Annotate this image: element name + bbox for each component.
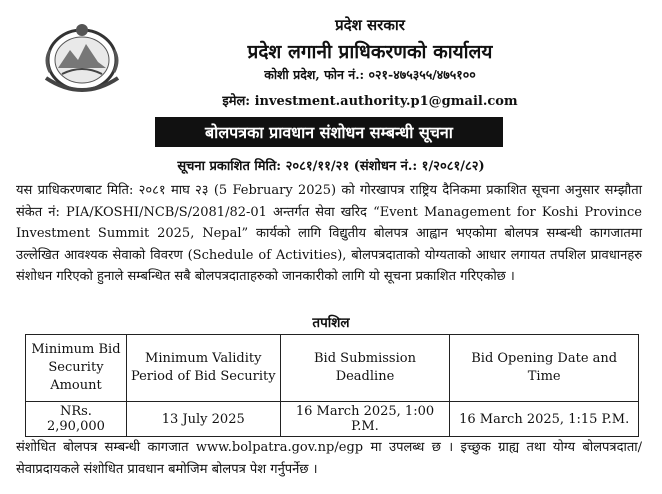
notice-body: [16, 180, 642, 288]
header-government: प्रदेश सरकार: [335, 16, 405, 34]
footer-paragraph: संशोधित बोलपत्र सम्बन्धी कागजात www.bolpatra.gov.np/egp मा उपलब्ध छ । इच्छुक ग्राह्य तथा योग्य बोलपत्रदाता/सेवाप्रदायकले संशोधित प्रावधान बमोजिम बोलपत्र पेश गर्नुपर्नेछ ।: [16, 440, 642, 477]
nepal-government-emblem-icon: [40, 20, 124, 96]
schedule-table: [25, 334, 639, 437]
publish-date: सूचना प्रकाशित मिति: २०८१/११/२१ (संशोधन नं.: १/२०८१/८२): [177, 159, 485, 174]
header-validity-period: Minimum Validity Period of Bid Security: [126, 335, 280, 402]
header-office-name: प्रदेश लगानी प्राधिकरणको कार्यालय: [247, 41, 493, 63]
header-bid-security-amount: Minimum Bid Security Amount: [26, 335, 127, 402]
cell-opening-date: 16 March 2025, 1:15 P.M.: [450, 402, 639, 437]
header-contact-phone: कोशी प्रदेश, फोन नं.: ०२१-४७५३५५/४७५१००: [264, 67, 476, 82]
table-caption: तपशिल: [312, 315, 350, 331]
header-opening-date: Bid Opening Date and Time: [450, 335, 639, 402]
notice-footer: [16, 437, 642, 480]
header-submission-deadline: Bid Submission Deadline: [280, 335, 450, 402]
cell-bid-security-amount: NRs. 2,90,000: [26, 402, 127, 437]
body-paragraph: यस प्राधिकरणबाट मिति: २०८१ माघ २३ (5 February 2025) को गोरखापत्र राष्ट्रिय दैनिकमा प्रकाशित सूचना अनुसार सम्झौता संकेत नं: PIA/KOSHI/NCB/S/2081/82-01 अन्तर्गत सेवा खरिद “Event Management for Koshi Province Investment Summit 2025, Nepal” कार्यको लागि विद्युतीय बोलपत्र आह्वान भएकोमा बोलपत्र सम्बन्धी कागजातमा उल्लेखित आवश्यक सेवाको विवरण (Schedule of Activities), बोलपत्रदाताको योग्यताको आधार लगायत तपशिल प्रावधानहरु संशोधन गरिएको हुनाले सम्बन्धित सबै बोलपत्रदाताहरुको जानकारीको लागि यो सूचना प्रकाशित गरिएकोछ ।: [16, 183, 642, 284]
header-email: इमेल: investment.authority.p1@gmail.com: [222, 94, 518, 109]
cell-submission-deadline: 16 March 2025, 1:00 P.M.: [280, 402, 450, 437]
notice-title-banner: बोलपत्रका प्रावधान संशोधन सम्बन्धी सूचना: [155, 117, 503, 147]
cell-validity-period: 13 July 2025: [126, 402, 280, 437]
table-header-row: [26, 335, 639, 402]
table-row: [26, 402, 639, 437]
